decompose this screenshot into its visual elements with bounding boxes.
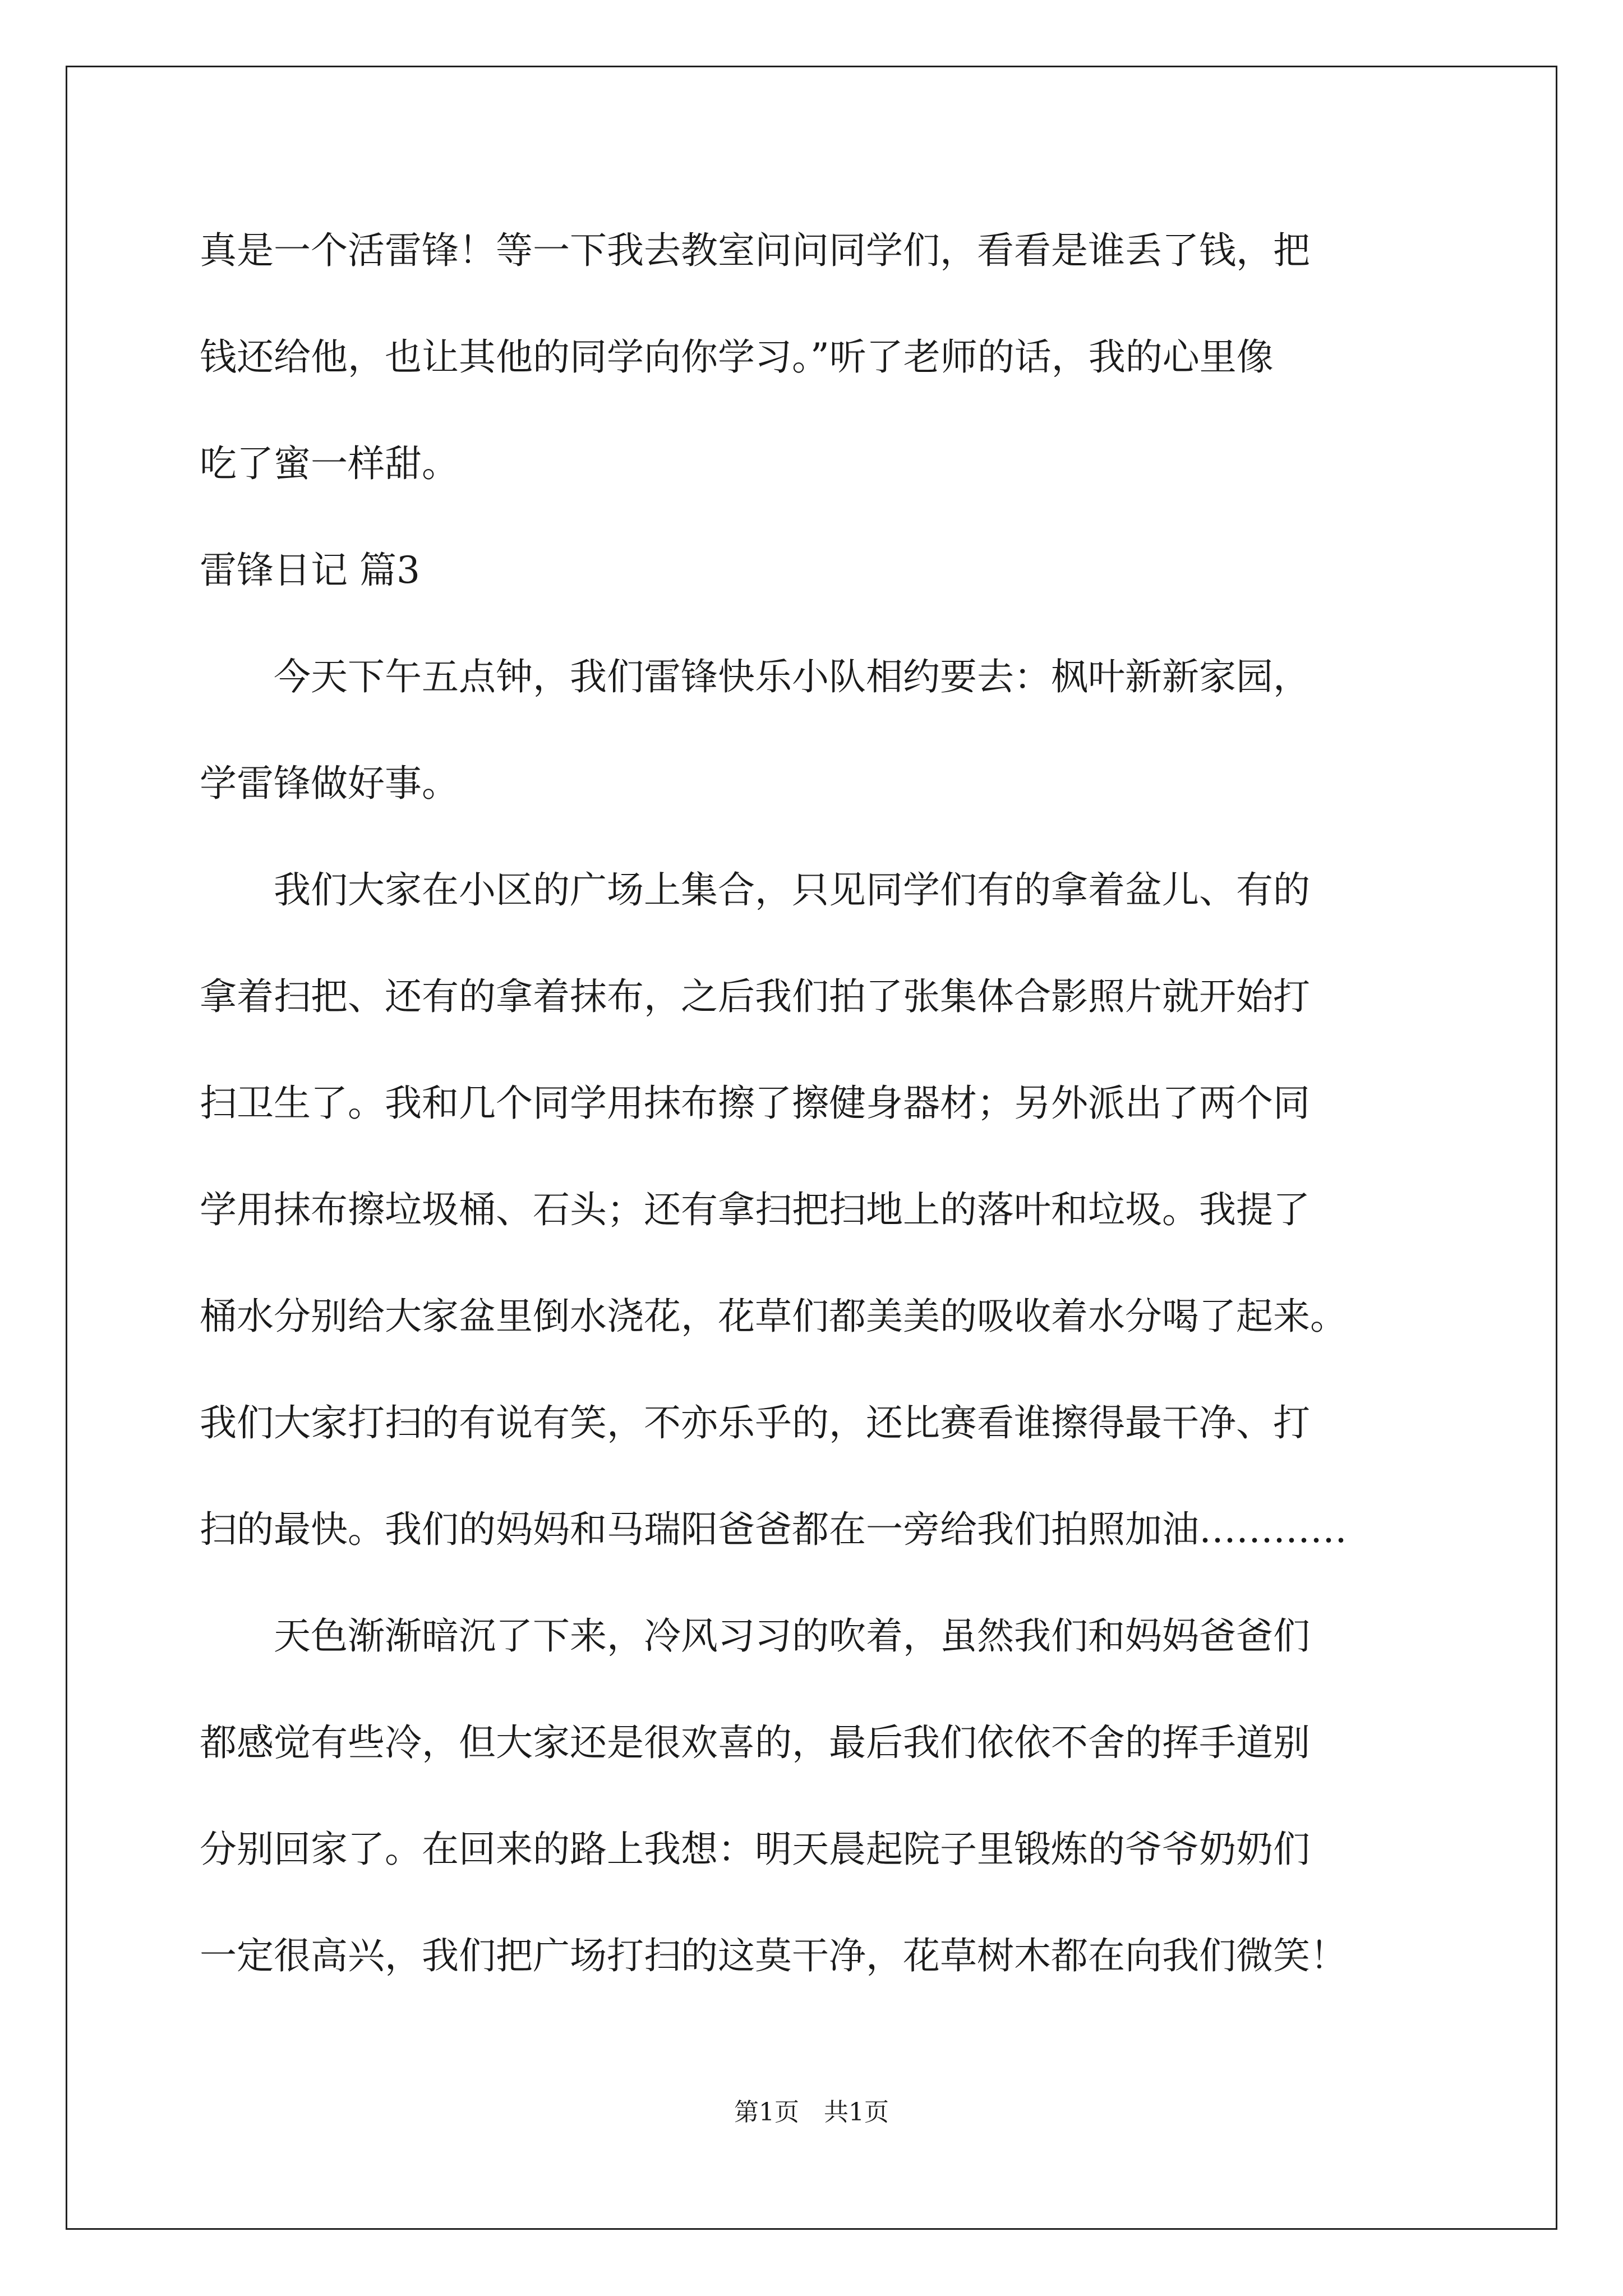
page-border — [66, 66, 1557, 2230]
page-number: 第1页 — [734, 2098, 799, 2127]
body-line: 钱还给他，也让其他的同学向你学习。”听了老师的话，我的心里像 — [200, 335, 1274, 379]
paragraph-first-line: 我们大家在小区的广场上集合，只见同学们有的拿着盆儿、有的 — [200, 868, 1310, 912]
paragraph-first-line: 今天下午五点钟，我们雷锋快乐小队相约要去：枫叶新新家园， — [200, 655, 1310, 698]
body-line: 学雷锋做好事。 — [200, 762, 459, 805]
body-line: 桶水分别给大家盆里倒水浇花，花草们都美美的吸收着水分喝了起来。 — [200, 1295, 1347, 1338]
body-line: 都感觉有些冷，但大家还是很欢喜的，最后我们依依不舍的挥手道别 — [200, 1721, 1310, 1764]
body-line: 我们大家打扫的有说有笑，不亦乐乎的，还比赛看谁擦得最干净、打 — [200, 1401, 1310, 1444]
section-heading: 雷锋日记 篇3 — [200, 549, 420, 592]
body-line: 吃了蜜一样甜。 — [200, 442, 459, 485]
body-line: 学用抹布擦垃圾桶、石头；还有拿扫把扫地上的落叶和垃圾。我提了 — [200, 1188, 1310, 1231]
paragraph-first-line: 天色渐渐暗沉了下来，冷风习习的吹着，虽然我们和妈妈爸爸们 — [200, 1614, 1310, 1658]
body-line: 一定很高兴，我们把广场打扫的这莫干净，花草树木都在向我们微笑！ — [200, 1934, 1347, 1977]
body-line: 拿着扫把、还有的拿着抹布，之后我们拍了张集体合影照片就开始打 — [200, 975, 1310, 1018]
page-total: 共1页 — [824, 2098, 889, 2127]
body-line: 扫的最快。我们的妈妈和马瑞阳爸爸都在一旁给我们拍照加油………… — [200, 1508, 1347, 1551]
body-line: 真是一个活雷锋！等一下我去教室问问同学们，看看是谁丢了钱，把 — [200, 229, 1310, 272]
body-line: 分别回家了。在回来的路上我想：明天晨起院子里锻炼的爷爷奶奶们 — [200, 1828, 1310, 1871]
body-line: 扫卫生了。我和几个同学用抹布擦了擦健身器材；另外派出了两个同 — [200, 1082, 1310, 1125]
page-footer — [0, 2097, 1623, 2128]
